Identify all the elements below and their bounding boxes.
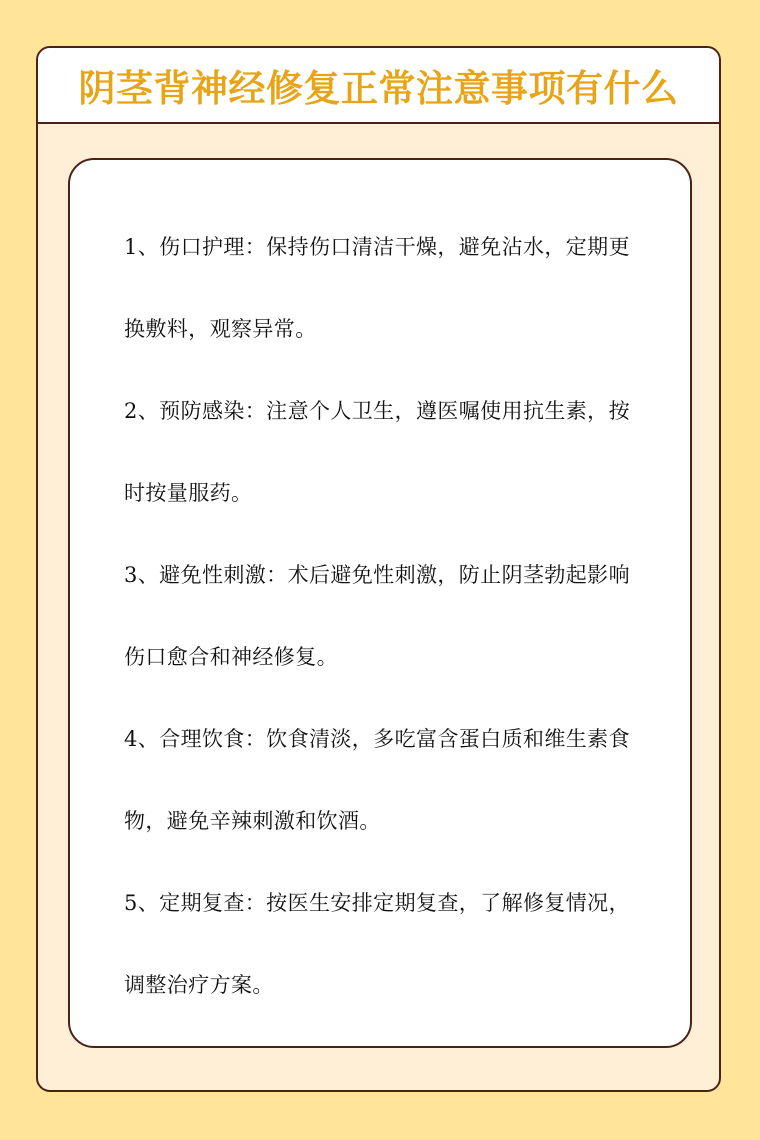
content-card xyxy=(68,158,692,1048)
list-item xyxy=(124,698,644,862)
item-text: 按医生安排定期复查，了解修复情况，调整治疗方案。 xyxy=(124,891,630,997)
item-number: 5、 xyxy=(124,891,160,915)
list-item xyxy=(124,862,644,1026)
item-text: 术后避免性刺激，防止阴茎勃起影响伤口愈合和神经修复。 xyxy=(124,563,630,669)
item-list xyxy=(124,206,644,1026)
item-text: 饮食清淡，多吃富含蛋白质和维生素食物，避免辛辣刺激和饮酒。 xyxy=(124,727,630,833)
item-label: 定期复查： xyxy=(159,891,267,915)
item-number: 4、 xyxy=(124,727,160,751)
item-text: 保持伤口清洁干燥，避免沾水，定期更换敷料，观察异常。 xyxy=(124,235,630,341)
item-text: 注意个人卫生，遵医嘱使用抗生素，按时按量服药。 xyxy=(124,399,630,505)
item-number: 2、 xyxy=(124,399,160,423)
item-label: 预防感染： xyxy=(159,399,267,423)
title-bar xyxy=(38,48,719,124)
page-title: 阴茎背神经修复正常注意事项有什么 xyxy=(78,67,679,110)
list-item xyxy=(124,534,644,698)
item-number: 3、 xyxy=(124,563,160,587)
item-label: 合理饮食： xyxy=(159,727,267,751)
outer-card xyxy=(36,46,721,1092)
list-item xyxy=(124,206,644,370)
item-number: 1、 xyxy=(124,235,160,259)
list-item xyxy=(124,370,644,534)
item-label: 伤口护理： xyxy=(159,235,267,259)
item-label: 避免性刺激： xyxy=(159,563,288,587)
